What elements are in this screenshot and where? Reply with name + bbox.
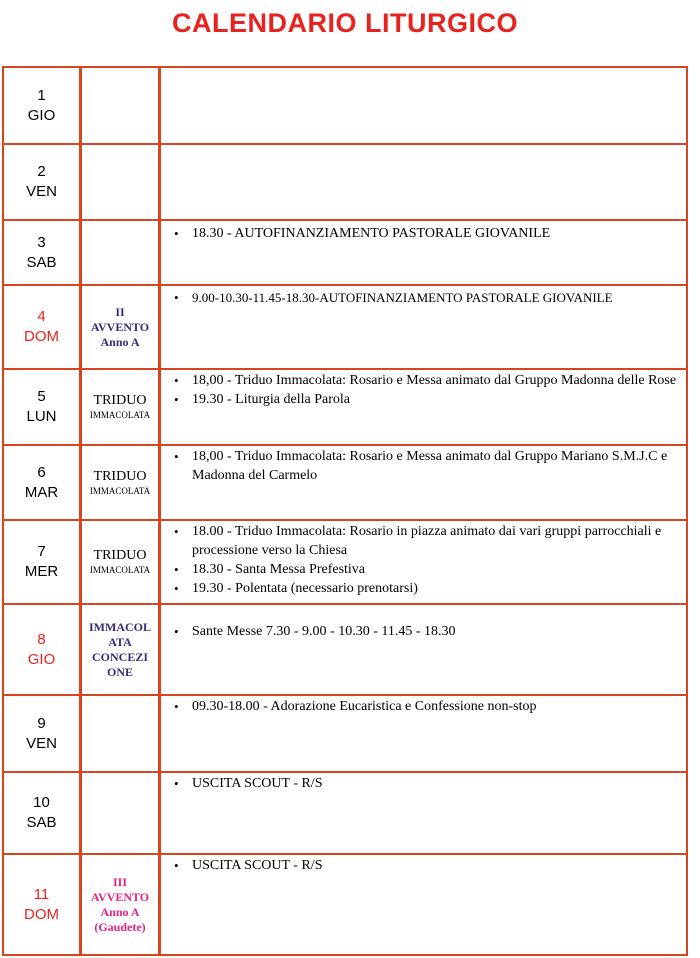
day-name: VEN: [26, 734, 57, 752]
liturgy-label: IMMACOLATA: [89, 485, 151, 496]
day-number: 10: [33, 794, 50, 811]
liturgy-label: TRIDUO: [93, 393, 147, 408]
liturgy-cell: [79, 286, 161, 368]
liturgy-label: TRIDUO: [93, 548, 147, 563]
event-item: • 9.00-10.30-11.45-18.30-AUTOFINANZIAMENTO PASTORALE GIOVANILE: [164, 288, 686, 307]
event-item: • 18.30 - AUTOFINANZIAMENTO PASTORALE GIOVANILE: [164, 224, 686, 243]
calendar-row: [2, 219, 688, 286]
liturgy-label: IMMACOLATA: [89, 565, 151, 575]
events-cell: [164, 145, 686, 219]
day-number: 2: [37, 163, 46, 180]
day-name: SAB: [26, 814, 57, 831]
day-cell: [4, 855, 79, 954]
liturgy-label: ONE: [106, 664, 133, 679]
day-name: GIO: [27, 650, 56, 668]
day-number: 1: [37, 86, 46, 104]
liturgy-label: AVVENTO: [90, 889, 150, 904]
day-cell: [4, 370, 79, 444]
day-number: 4: [37, 308, 46, 325]
day-cell: [4, 446, 79, 519]
day-name: GIO: [27, 106, 56, 124]
event-item: • Sante Messe 7.30 - 9.00 - 10.30 - 11.45 - 18.30: [164, 622, 686, 641]
calendar-row: [2, 143, 688, 221]
calendar-row: [2, 284, 688, 370]
day-cell: [4, 773, 79, 853]
liturgy-label: Anno A: [100, 904, 140, 919]
event-item: • 18.30 - Santa Messa Prefestiva: [164, 560, 686, 579]
day-number: 11: [33, 885, 50, 903]
liturgy-cell: [79, 855, 161, 954]
calendar-row: [2, 694, 688, 773]
calendar-row: [2, 771, 688, 855]
event-item: • 09.30-18.00 - Adorazione Eucaristica e Confessione non-stop: [164, 697, 686, 716]
day-name: SAB: [26, 253, 57, 271]
event-item: • 18,00 - Triduo Immacolata: Rosario e Messa animato dal Gruppo Madonna delle Rose: [164, 371, 686, 390]
liturgy-cell: [79, 68, 161, 143]
calendar-row: [2, 444, 688, 521]
calendar-row: [2, 368, 688, 446]
page-title: CALENDARIO LITURGICO: [172, 8, 518, 38]
day-name: MER: [24, 563, 59, 580]
event-item: • 19.30 - Liturgia della Parola: [164, 390, 686, 409]
day-cell: [4, 605, 79, 694]
liturgy-cell: [79, 696, 161, 771]
day-cell: [4, 68, 79, 143]
day-number: 8: [37, 630, 46, 648]
event-item: • USCITA SCOUT - R/S: [164, 774, 686, 793]
day-cell: [4, 145, 79, 219]
liturgy-cell: [79, 773, 161, 853]
event-item: • USCITA SCOUT - R/S: [164, 856, 686, 875]
event-item: • 19.30 - Polentata (necessario prenotarsi): [164, 579, 686, 598]
events-cell: [164, 370, 686, 444]
events-cell: [164, 221, 686, 284]
event-item: • 18,00 - Triduo Immacolata: Rosario e Messa animato dal Gruppo Mariano S.M.J.C e Madonna del Carmelo: [164, 447, 686, 485]
events-cell: [164, 696, 686, 771]
events-cell: [164, 521, 686, 603]
events-cell: [164, 773, 686, 853]
liturgy-label: ATA: [108, 634, 132, 649]
day-number: 9: [37, 714, 46, 732]
calendar-row: [2, 519, 688, 605]
liturgy-label: III: [112, 874, 127, 889]
calendar-row: [2, 66, 688, 145]
day-cell: [4, 286, 79, 368]
events-cell: [164, 286, 686, 368]
day-number: 5: [37, 388, 46, 405]
events-cell: [164, 446, 686, 519]
liturgy-cell: [79, 446, 161, 519]
calendar-row: [2, 853, 688, 956]
day-name: MAR: [24, 483, 59, 501]
day-cell: [4, 521, 79, 603]
day-number: 6: [37, 463, 46, 481]
day-cell: [4, 221, 79, 284]
liturgy-cell: [79, 145, 161, 219]
liturgy-label: (Gaudete): [94, 919, 146, 934]
event-item: • 18.00 - Triduo Immacolata: Rosario in piazza animato dai vari gruppi parrocchiali e processione verso la Chiesa: [164, 522, 686, 560]
day-number: 3: [37, 233, 46, 251]
liturgy-label: IMMACOLATA: [89, 410, 151, 420]
day-number: 7: [37, 543, 46, 560]
liturgy-label: TRIDUO: [93, 468, 147, 484]
liturgy-label: CONCEZI: [91, 649, 148, 664]
calendar-row: [2, 603, 688, 696]
liturgy-cell: [79, 521, 161, 603]
day-cell: [4, 696, 79, 771]
liturgy-cell: [79, 605, 161, 694]
liturgy-label: IMMACOL: [89, 619, 151, 634]
liturgy-label: II: [115, 304, 125, 319]
day-name: DOM: [24, 328, 59, 345]
liturgy-cell: [79, 221, 161, 284]
day-name: VEN: [26, 183, 57, 200]
liturgy-label: Anno A: [100, 334, 140, 349]
day-name: DOM: [24, 905, 59, 923]
events-cell: [164, 68, 686, 143]
day-name: LUN: [26, 408, 57, 425]
liturgy-cell: [79, 370, 161, 444]
events-cell: [164, 605, 686, 694]
liturgy-label: AVVENTO: [90, 319, 150, 334]
events-cell: [164, 855, 686, 954]
